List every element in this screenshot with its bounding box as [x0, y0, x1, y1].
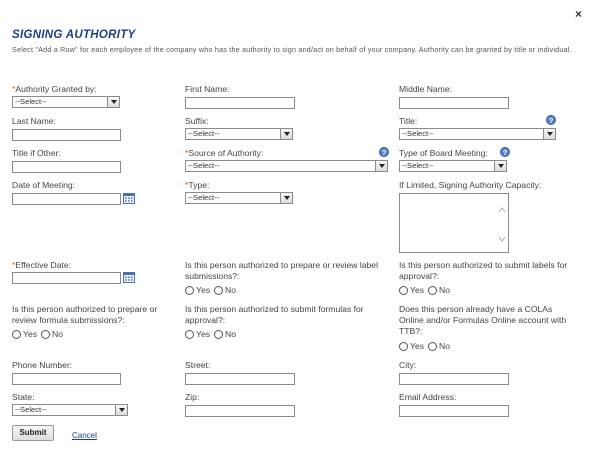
radio-no-label: No [52, 329, 64, 339]
prepare-formula-yes-radio[interactable] [12, 330, 21, 339]
source-of-authority-value: --Select-- [188, 161, 220, 170]
radio-yes-label: Yes [196, 285, 211, 295]
radio-no-label: No [225, 285, 237, 295]
colas-account-no-radio[interactable] [428, 342, 437, 351]
submit-labels-no-radio[interactable] [428, 286, 437, 295]
source-of-authority-label [185, 148, 263, 159]
suffix-value: --Select-- [188, 129, 220, 138]
chevron-down-icon [115, 405, 127, 415]
state-select[interactable] [12, 404, 128, 416]
scroll-down-icon[interactable] [498, 236, 506, 242]
scroll-up-icon[interactable] [498, 207, 506, 213]
street-label: Street: [185, 360, 211, 370]
source-of-authority-label-text: Source of Authority: [188, 148, 264, 158]
submit-formulas-yes-radio[interactable] [185, 330, 194, 339]
source-of-authority-select[interactable] [185, 160, 388, 172]
prepare-label-question: Is this person authorized to prepare or review label submissions?: [185, 260, 378, 281]
phone-number-input[interactable] [12, 373, 121, 385]
submit-formulas-radio-group [185, 329, 240, 340]
required-marker: * [185, 148, 189, 158]
limited-capacity-label: If Limited, Signing Authority Capacity: [399, 180, 542, 190]
authority-granted-by-select[interactable] [12, 96, 120, 108]
email-label: Email Address: [399, 392, 457, 402]
title-label: Title: [399, 116, 418, 126]
title-if-other-label: Title if Other: [12, 148, 61, 158]
date-of-meeting-input[interactable] [12, 193, 121, 205]
limited-capacity-textarea[interactable] [399, 193, 509, 253]
email-input[interactable] [399, 405, 509, 417]
phone-number-label: Phone Number: [12, 360, 73, 370]
effective-date-label-text: Effective Date: [15, 260, 72, 270]
help-icon[interactable]: ? [546, 115, 556, 125]
first-name-label: First Name: [185, 84, 230, 94]
required-marker: * [12, 84, 16, 94]
prepare-formula-radio-group [12, 329, 67, 340]
type-value: --Select-- [188, 193, 220, 202]
first-name-input[interactable] [185, 97, 295, 109]
radio-no-label: No [225, 329, 237, 339]
cancel-link[interactable]: Cancel [72, 431, 97, 440]
submit-button[interactable]: Submit [12, 425, 54, 441]
dialog-title: SIGNING AUTHORITY [12, 29, 136, 41]
radio-no-label: No [439, 341, 451, 351]
radio-yes-label: Yes [410, 285, 425, 295]
calendar-icon[interactable] [123, 272, 135, 283]
city-label: City: [399, 360, 417, 370]
authority-granted-by-label-text: Authority Granted by: [15, 84, 97, 94]
prepare-formula-no-radio[interactable] [41, 330, 50, 339]
prepare-label-radio-group [185, 285, 240, 296]
required-marker: * [12, 260, 16, 270]
date-of-meeting-label: Date of Meeting: [12, 180, 76, 190]
colas-account-radio-group [399, 341, 454, 352]
authority-granted-by-label [12, 84, 97, 95]
prepare-label-no-radio[interactable] [214, 286, 223, 295]
effective-date-input[interactable] [12, 272, 121, 284]
type-of-board-meeting-value: --Select-- [402, 161, 434, 170]
required-marker: * [185, 180, 189, 190]
colas-account-yes-radio[interactable] [399, 342, 408, 351]
state-label: State: [12, 392, 35, 402]
effective-date-label [12, 260, 71, 271]
title-if-other-input[interactable] [12, 161, 121, 173]
radio-yes-label: Yes [410, 341, 425, 351]
chevron-down-icon [280, 193, 292, 203]
zip-input[interactable] [185, 405, 295, 417]
chevron-down-icon [543, 129, 555, 139]
type-of-board-meeting-select[interactable] [399, 160, 507, 172]
submit-formulas-no-radio[interactable] [214, 330, 223, 339]
title-value: --Select-- [402, 129, 434, 138]
help-icon[interactable]: ? [379, 147, 389, 157]
radio-yes-label: Yes [196, 329, 211, 339]
submit-labels-question: Is this person authorized to submit labels for approval?: [399, 260, 568, 281]
chevron-down-icon [494, 161, 506, 171]
submit-labels-radio-group [399, 285, 454, 296]
colas-account-question: Does this person already have a COLAs Online and/or Formulas Online account with TTB?: [399, 304, 567, 336]
middle-name-label: Middle Name: [399, 84, 453, 94]
chevron-down-icon [107, 97, 119, 107]
close-icon[interactable]: × [575, 7, 583, 21]
city-input[interactable] [399, 373, 509, 385]
last-name-label: Last Name: [12, 116, 56, 126]
title-select[interactable] [399, 128, 556, 140]
help-icon[interactable]: ? [500, 147, 510, 157]
type-label [185, 180, 209, 191]
last-name-input[interactable] [12, 129, 121, 141]
authority-granted-by-value: --Select-- [15, 97, 47, 106]
zip-label: Zip: [185, 392, 200, 402]
submit-labels-yes-radio[interactable] [399, 286, 408, 295]
middle-name-input[interactable] [399, 97, 509, 109]
intro-text: Select "Add a Row" for each employee of the company who has the authority to sign and/act on behalf of your company. Authority can be granted by title or individual. [12, 45, 572, 54]
street-input[interactable] [185, 373, 295, 385]
chevron-down-icon [375, 161, 387, 171]
prepare-formula-question: Is this person authorized to prepare or review formula submissions?: [12, 304, 158, 325]
type-label-text: Type: [188, 180, 210, 190]
suffix-label: Suffix: [185, 116, 209, 126]
prepare-label-yes-radio[interactable] [185, 286, 194, 295]
type-select[interactable] [185, 192, 293, 204]
suffix-select[interactable] [185, 128, 293, 140]
radio-no-label: No [439, 285, 451, 295]
type-of-board-meeting-label: Type of Board Meeting: [399, 148, 488, 158]
submit-formulas-question: Is this person authorized to submit formulas for approval?: [185, 304, 364, 325]
calendar-icon[interactable] [123, 193, 135, 204]
state-value: --Select-- [15, 405, 47, 414]
chevron-down-icon [280, 129, 292, 139]
radio-yes-label: Yes [23, 329, 38, 339]
